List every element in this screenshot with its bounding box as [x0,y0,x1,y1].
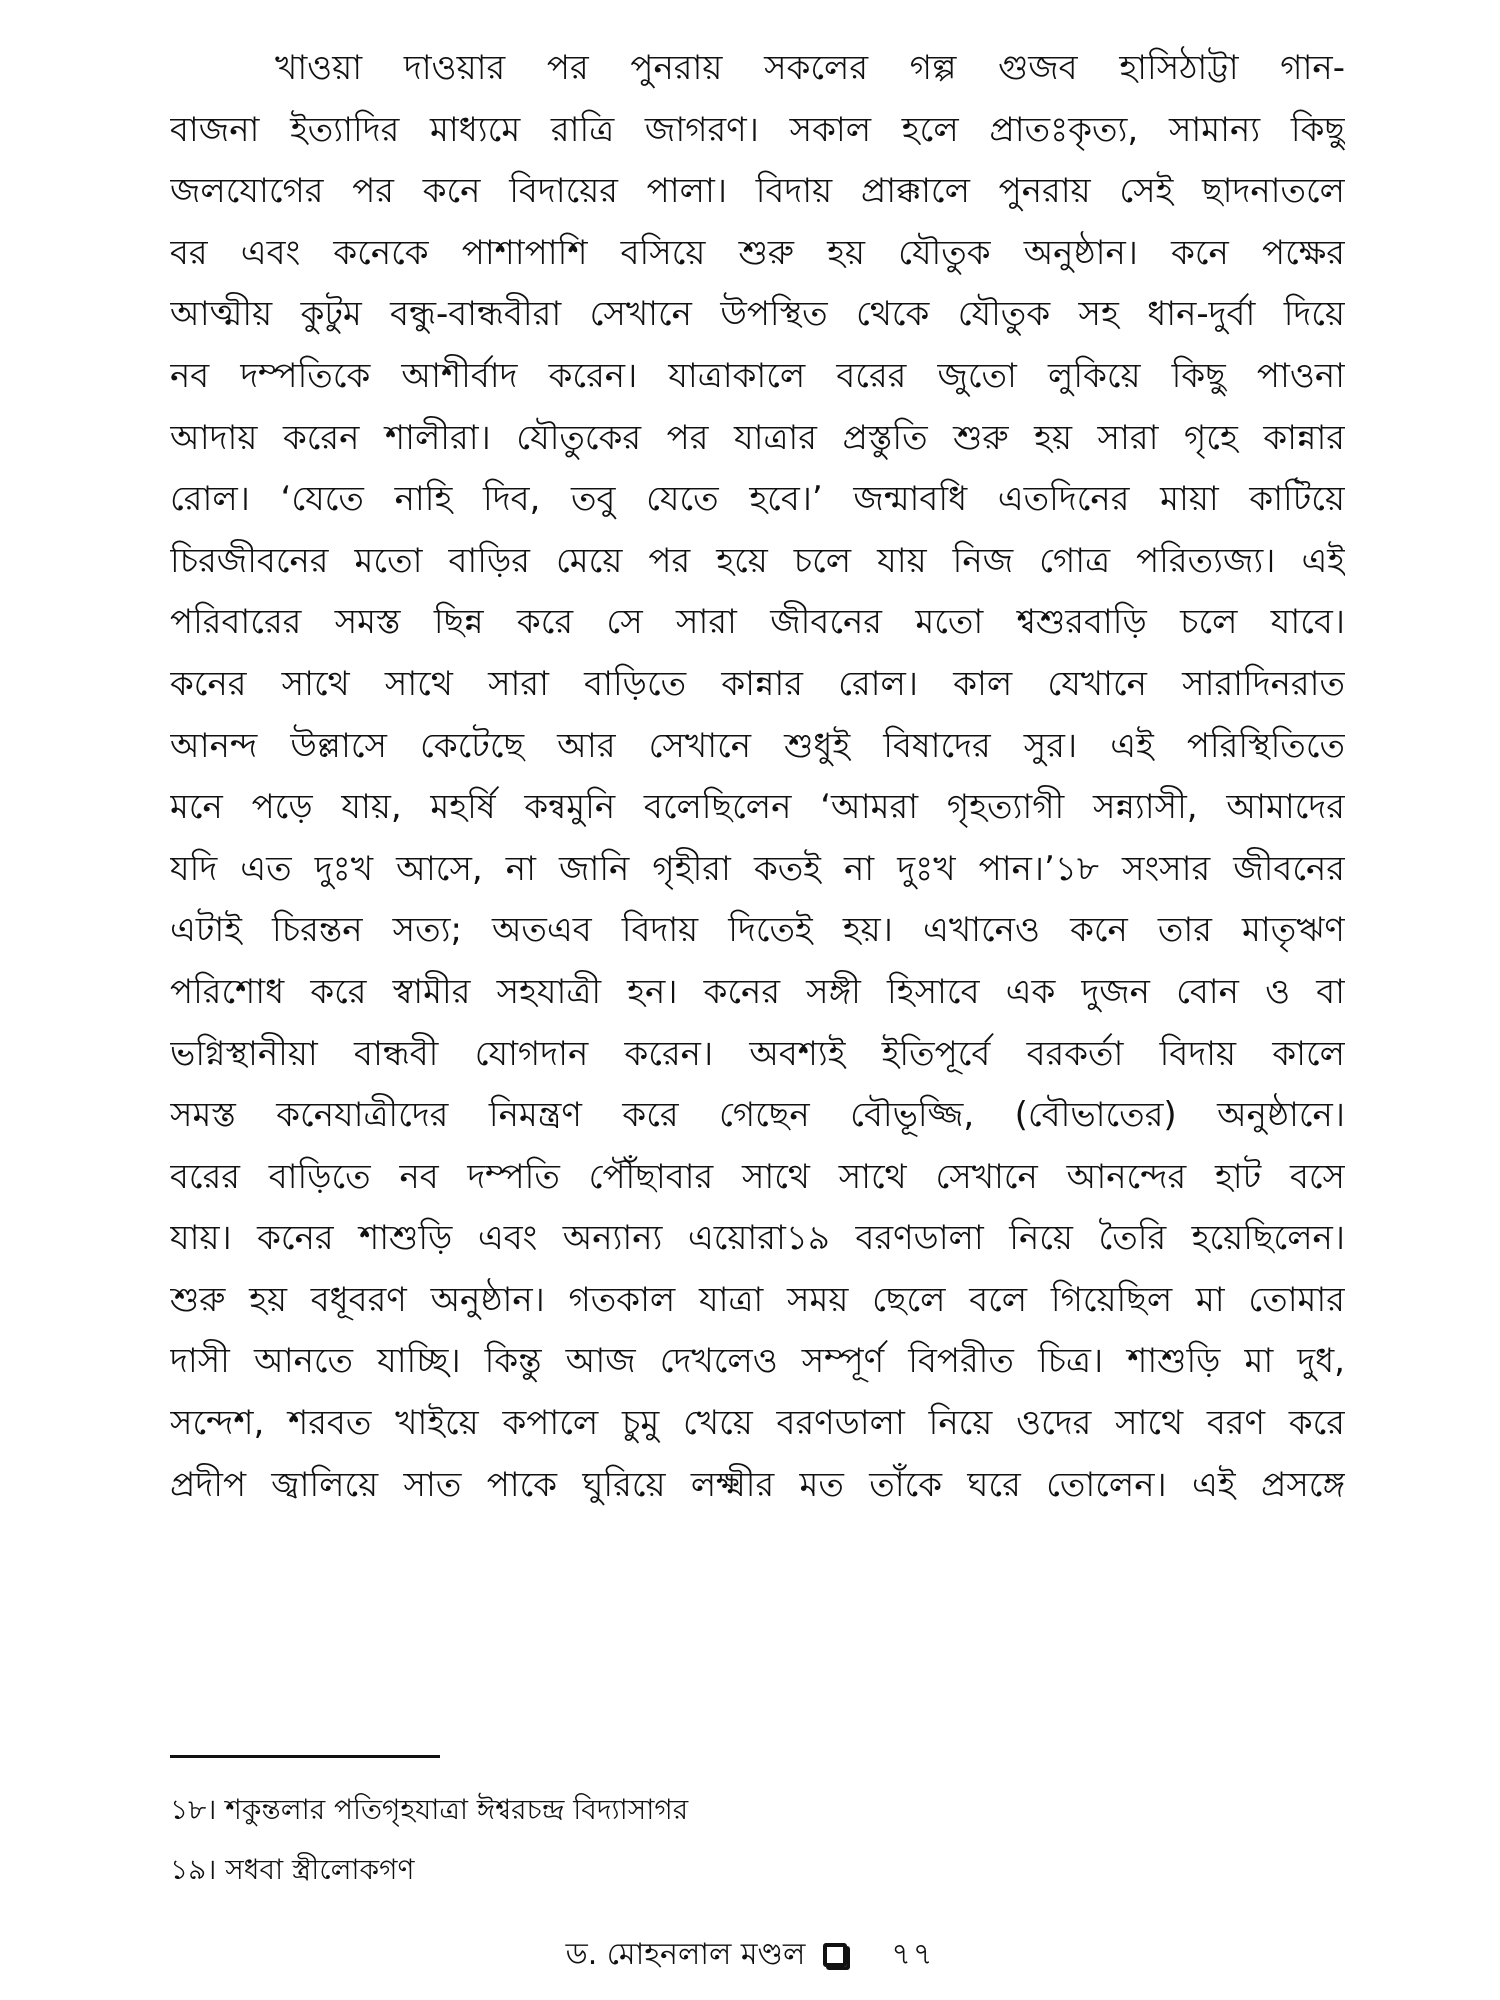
page-footer [0,1930,1500,1980]
text-line: সমস্ত কনেযাত্রীদের নিমন্ত্রণ করে গেছেন বৌভূজ্জি, (বৌভাতের) অনুষ্ঠানে। [170,1095,1345,1136]
text-line: খাওয়া দাওয়ার পর পুনরায় সকলের গল্প গুজব হাসিঠাট্টা গান- [275,48,1345,88]
text-line: রোল। ‘যেতে নাহি দিব, তবু যেতে হবে।’ জন্মাবধি এতদিনের মায়া কাটিয়ে [170,479,1345,520]
text-line: আনন্দ উল্লাসে কেটেছে আর সেখানে শুধুই বিষাদের সুর। এই পরিস্থিতিতে [170,725,1345,766]
text-line: শুরু হয় বধূবরণ অনুষ্ঠান। গতকাল যাত্রা সময় ছেলে বলে গিয়েছিল মা তোমার [170,1279,1345,1320]
footnote-divider [170,1755,440,1758]
text-line: সন্দেশ, শরবত খাইয়ে কপালে চুমু খেয়ে বরণডালা নিয়ে ওদের সাথে বরণ করে [170,1403,1345,1444]
text-line: জলযোগের পর কনে বিদায়ের পালা। বিদায় প্রাক্কালে পুনরায় সেই ছাদনাতলে [170,171,1345,212]
footnote-19: ১৯। সধবা স্ত্রীলোকগণ [170,1853,415,1886]
text-line: আত্মীয় কুটুম বন্ধু-বান্ধবীরা সেখানে উপস্থিত থেকে যৌতুক সহ ধান-দুর্বা দিয়ে [170,294,1345,335]
footnote-18: ১৮। শকুন্তলার পতিগৃহযাত্রা ঈশ্বরচন্দ্র বিদ্যাসাগর [170,1793,689,1826]
text-line: দাসী আনতে যাচ্ছি। কিন্তু আজ দেখলেও সম্পূর্ণ বিপরীত চিত্র। শাশুড়ি মা দুধ, [170,1341,1345,1382]
text-line: বাজনা ইত্যাদির মাধ্যমে রাত্রি জাগরণ। সকাল হলে প্রাতঃকৃত্য, সামান্য কিছু [170,109,1345,150]
text-line: বর এবং কনেকে পাশাপাশি বসিয়ে শুরু হয় যৌতুক অনুষ্ঠান। কনে পক্ষের [170,232,1345,273]
text-line: পরিবারের সমস্ত ছিন্ন করে সে সারা জীবনের মতো শ্বশুরবাড়ি চলে যাবে। [170,602,1345,643]
text-line: যায়। কনের শাশুড়ি এবং অন্যান্য এয়োরা১৯ বরণডালা নিয়ে তৈরি হয়েছিলেন। [170,1218,1345,1259]
square-box-icon [823,1943,847,1967]
footnotes [170,1780,1270,1900]
text-line: প্রদীপ জ্বালিয়ে সাত পাকে ঘুরিয়ে লক্ষ্মীর মত তাঁকে ঘরে তোলেন। এই প্রসঙ্গে [170,1464,1345,1505]
text-line: নব দম্পতিকে আশীর্বাদ করেন। যাত্রাকালে বরের জুতো লুকিয়ে কিছু পাওনা [170,355,1345,396]
text-line: বরের বাড়িতে নব দম্পতি পৌঁছাবার সাথে সাথে সেখানে আনন্দের হাট বসে [170,1156,1345,1197]
text-line: চিরজীবনের মতো বাড়ির মেয়ে পর হয়ে চলে যায় নিজ গোত্র পরিত্যজ্য। এই [170,540,1345,581]
text-line: এটাই চিরন্তন সত্য; অতএব বিদায় দিতেই হয়। এখানেও কনে তার মাতৃঋণ [170,910,1345,951]
text-line: মনে পড়ে যায়, মহর্ষি কন্বমুনি বলেছিলেন ‘আমরা গৃহত্যাগী সন্ন্যাসী, আমাদের [170,787,1345,828]
text-line: আদায় করেন শালীরা। যৌতুকের পর যাত্রার প্রস্তুতি শুরু হয় সারা গৃহে কান্নার [170,417,1345,458]
text-line: কনের সাথে সাথে সারা বাড়িতে কান্নার রোল। কাল যেখানে সারাদিনরাত [170,663,1345,704]
body-text [170,38,1345,1516]
text-line: পরিশোধ করে স্বামীর সহযাত্রী হন। কনের সঙ্গী হিসাবে এক দুজন বোন ও বা [170,971,1345,1012]
page-number: ৭৭ [891,1936,935,1972]
text-line: যদি এত দুঃখ আসে, না জানি গৃহীরা কতই না দুঃখ পান।’১৮ সংসার জীবনের [170,848,1345,889]
author-name: ড. মোহনলাল মণ্ডল [565,1936,806,1972]
text-line: ভগ্নিস্থানীয়া বান্ধবী যোগদান করেন। অবশ্যই ইতিপূর্বে বরকর্তা বিদায় কালে [170,1033,1345,1074]
